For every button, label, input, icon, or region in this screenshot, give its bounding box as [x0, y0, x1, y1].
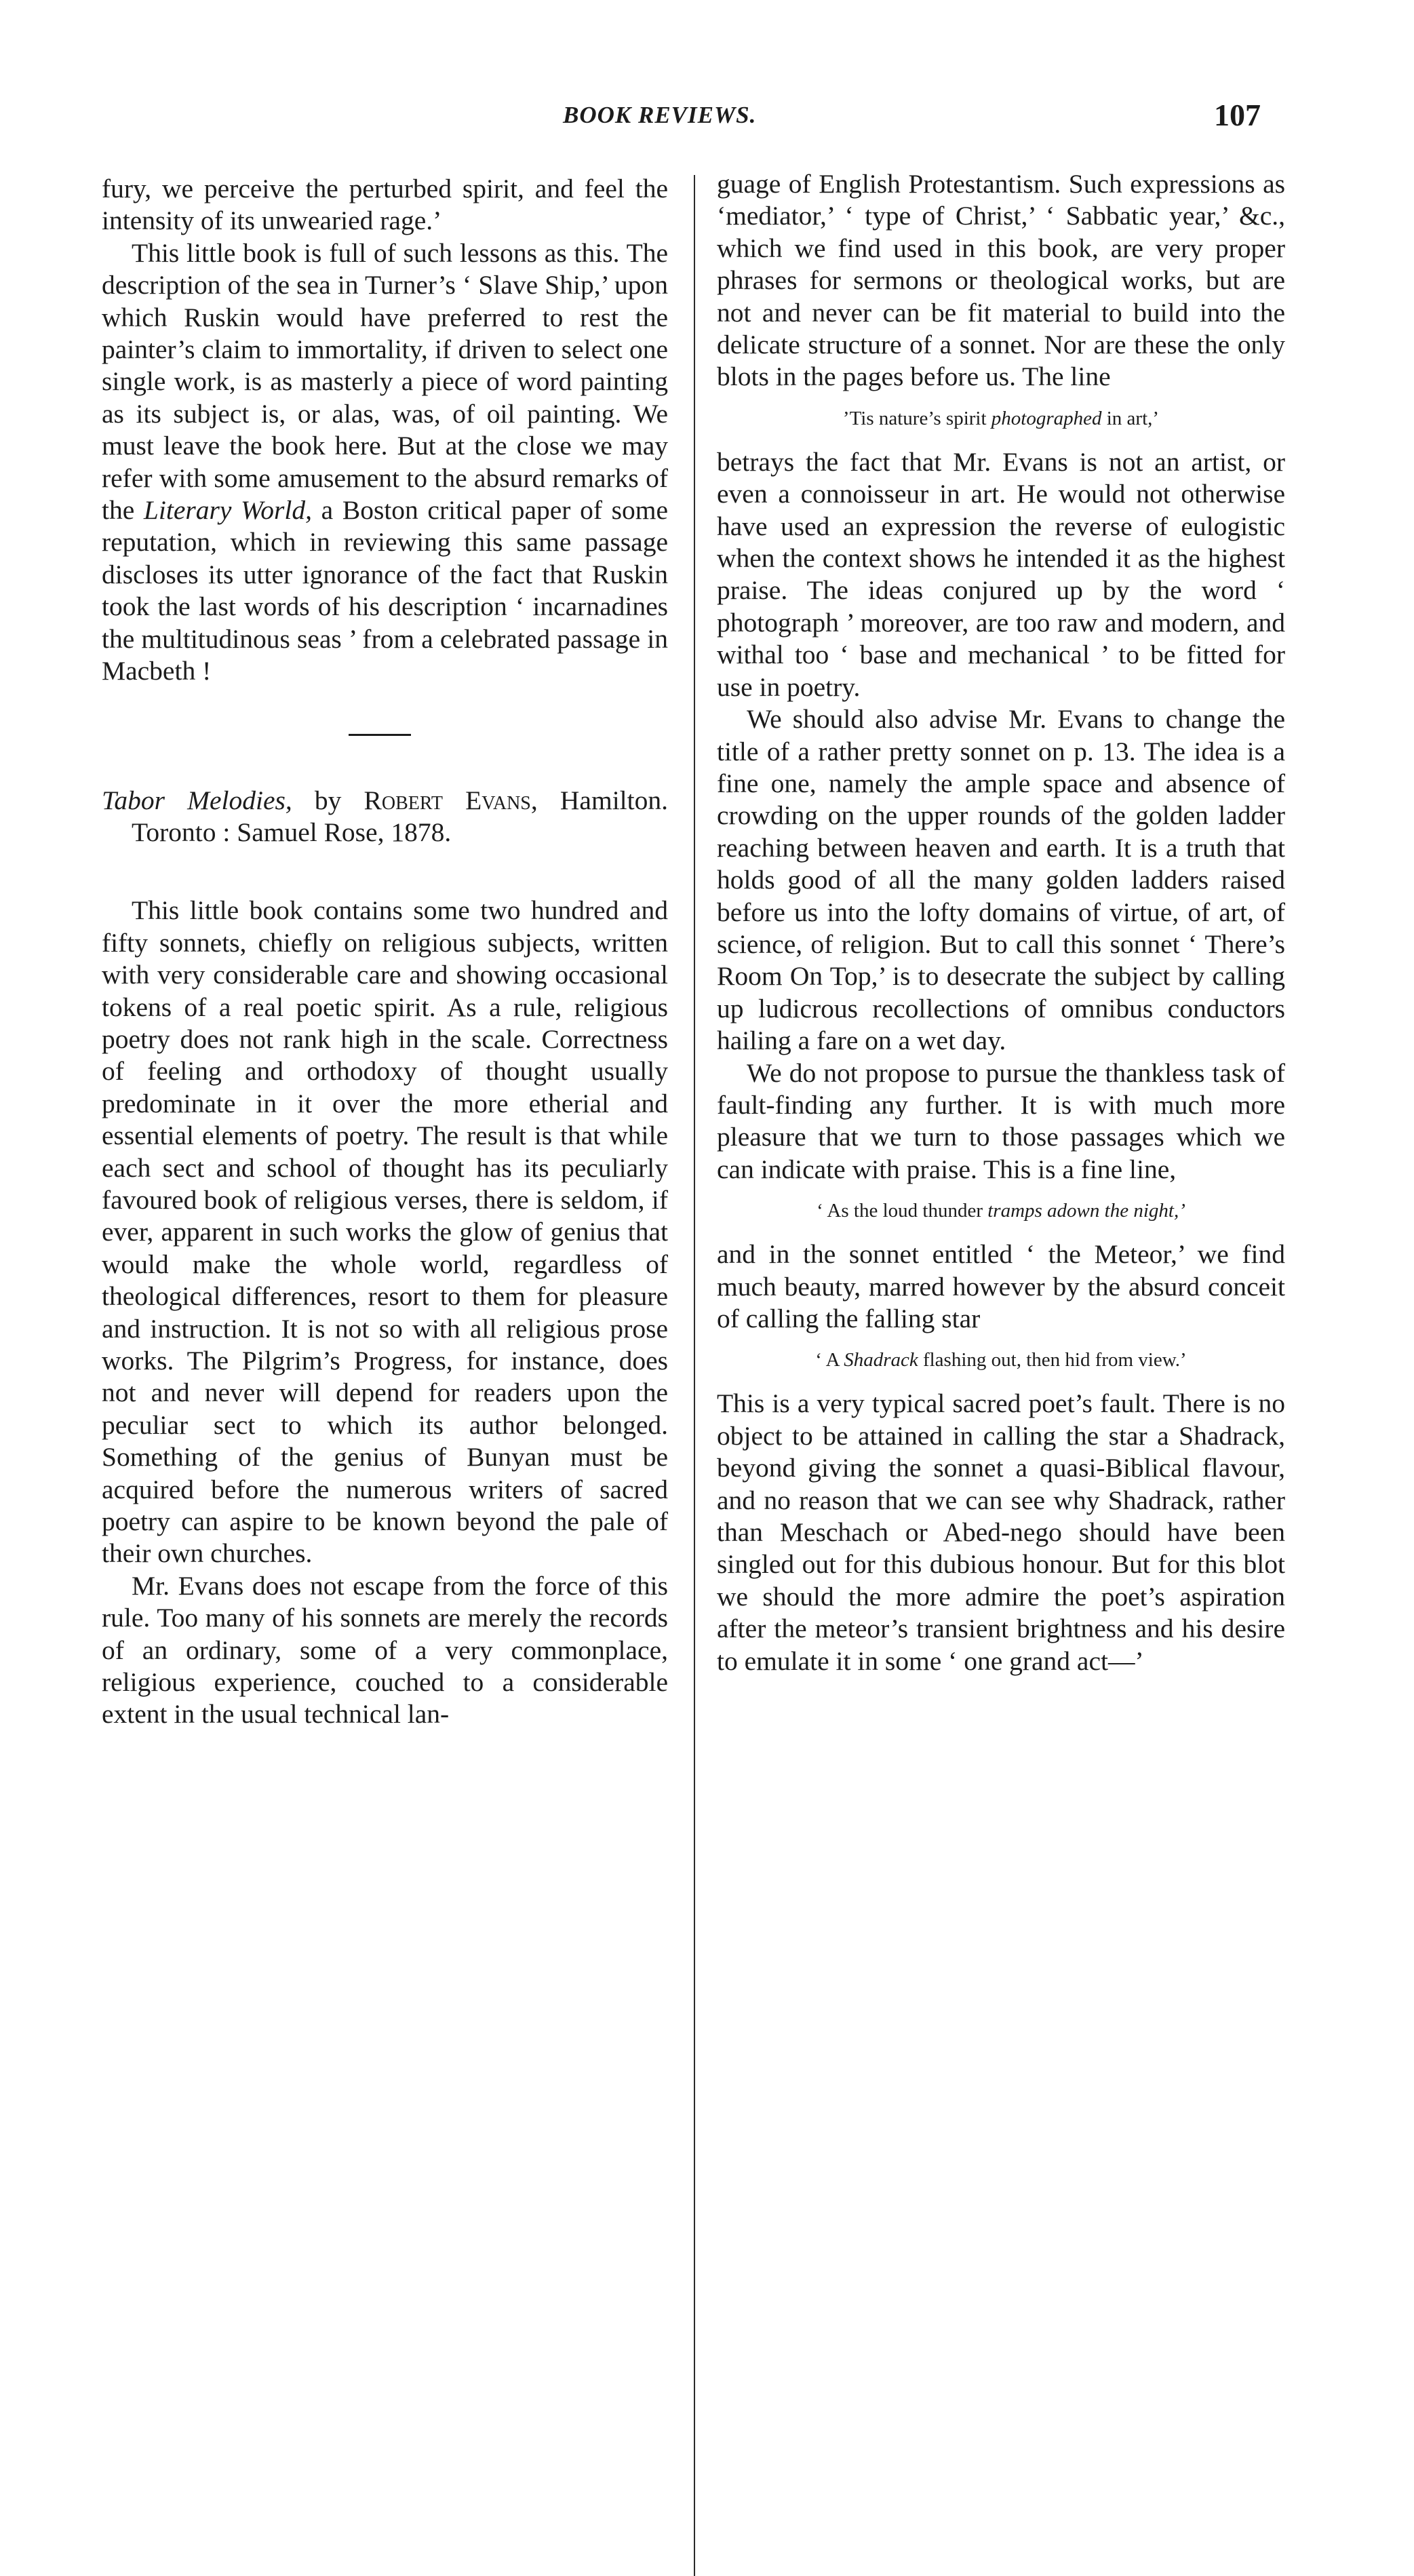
paragraph: This little book contains some two hundred and fifty sonnets, chiefly on religious subjects, written with very considerable care and showing occasional tokens of a real poetic spirit. As a rule, religious poetry does not rank high in the scale. Correctness of feeling and orthodoxy of thought usually predominate in it over the more etherial and essential elements of poetry. The result is that while each sect and school of thought has its peculiarly favoured book of religious verses, there is seldom, if ever, apparent in such works the glow of genius that would make the whole world, regardless of theological differences, resort to them for pleasure and instruction. It is not so with all religious prose works. The Pilgrim’s Progress, for instance, does not and never will depend for readers upon the peculiar sect to which its author belonged. Something of the genius of Bunyan must be acquired before the numerous writers of sacred poetry can aspire to be known beyond the pale of their own churches. — [102, 895, 668, 1569]
running-title: BOOK REVIEWS. — [563, 102, 757, 128]
paragraph: guage of English Protestantism. Such expressions as ‘mediator,’ ‘ type of Christ,’ ‘ Sabbatic year,’ &c., which we find used in this book, are very proper phrases for sermons or theological works, but are not and never can be fit material to build into the delicate structure of a sonnet. Nor are these the only blots in the pages before us. The line — [717, 169, 1285, 392]
paragraph: fury, we perceive the perturbed spirit, and feel the intensity of its unwearied rage.’ — [102, 174, 668, 236]
page-number: 107 — [1214, 98, 1261, 132]
right-column — [717, 168, 1285, 1677]
book-title-line: Tabor Melodies, by Robert Evans, Hamilton. Toronto : Samuel Rose, 1878. — [102, 785, 668, 847]
paragraph: betrays the fact that Mr. Evans is not an artist, or even a connoisseur in art. He would not otherwise have used an expression the reverse of eulogistic when the context shows he intended it as the highest praise. The ideas conjured up by the word ‘ photograph ’ moreover, are too raw and modern, and withal too ‘ base and mechanical ’ to be fitted for use in poetry. — [717, 446, 1285, 702]
quotation: ’Tis nature’s spirit photographed in art,’ — [842, 407, 1160, 429]
paragraph: Mr. Evans does not escape from the force of this rule. Too many of his sonnets are merely the records of an ordinary, some of a very commonplace, religious experience, couched to a considerable extent in the usual technical lan- — [102, 1570, 668, 1730]
left-column — [102, 173, 668, 1731]
quotation: ‘ A Shadrack flashing out, then hid from view.’ — [815, 1349, 1187, 1371]
column-divider — [694, 175, 695, 2576]
paragraph: We should also advise Mr. Evans to change the title of a rather pretty sonnet on p. 13. The idea is a fine one, namely the ample space and absence of crowding on the upper rounds of the golden ladder reaching between heaven and earth. It is a truth that holds good of all the many golden ladders raised before us into the lofty domains of virtue, of art, of science, of religion. But to call this sonnet ‘ There’s Room On Top,’ is to desecrate the subject by calling up ludicrous recollections of omnibus conductors hailing a fare on a wet day. — [717, 704, 1285, 1056]
paragraph: This is a very typical sacred poet’s fault. There is no object to be attained in calling the star a Shadrack, beyond giving the sonnet a quasi-Biblical flavour, and no reason that we can see why Shadrack, rather than Meschach or Abed-nego should have been singled out for this dubious honour. But for this blot we should the more admire the poet’s aspiration after the meteor’s transient brightness and his desire to emulate it in some ‘ one grand act—’ — [717, 1388, 1285, 1676]
section-rule — [349, 734, 411, 736]
paragraph: We do not propose to pursue the thankless task of fault-finding any further. It is with much more pleasure that we turn to those passages which we can indicate with praise. This is a fine line, — [717, 1057, 1285, 1184]
quotation: ‘ As the loud thunder tramps adown the night,’ — [817, 1200, 1185, 1222]
paragraph: This little book is full of such lessons as this. The description of the sea in Turner’s ‘ Slave Ship,’ upon which Ruskin would have preferred to rest the painter’s claim to immortality, if driven to select one single work, is as masterly a piece of word painting as its subject is, or alas, was, of oil painting. We must leave the book here. But at the close we may refer with some amusement to the absurd remarks of the Literary World, a Boston critical paper of some reputation, which in reviewing this same passage discloses its utter ignorance of the fact that Ruskin took the last words of his description ‘ incarnadines the multitudinous seas ’ from a celebrated passage in Macbeth ! — [102, 237, 668, 686]
paragraph: and in the sonnet entitled ‘ the Meteor,’ we find much beauty, marred however by the absurd conceit of calling the falling star — [717, 1239, 1285, 1333]
